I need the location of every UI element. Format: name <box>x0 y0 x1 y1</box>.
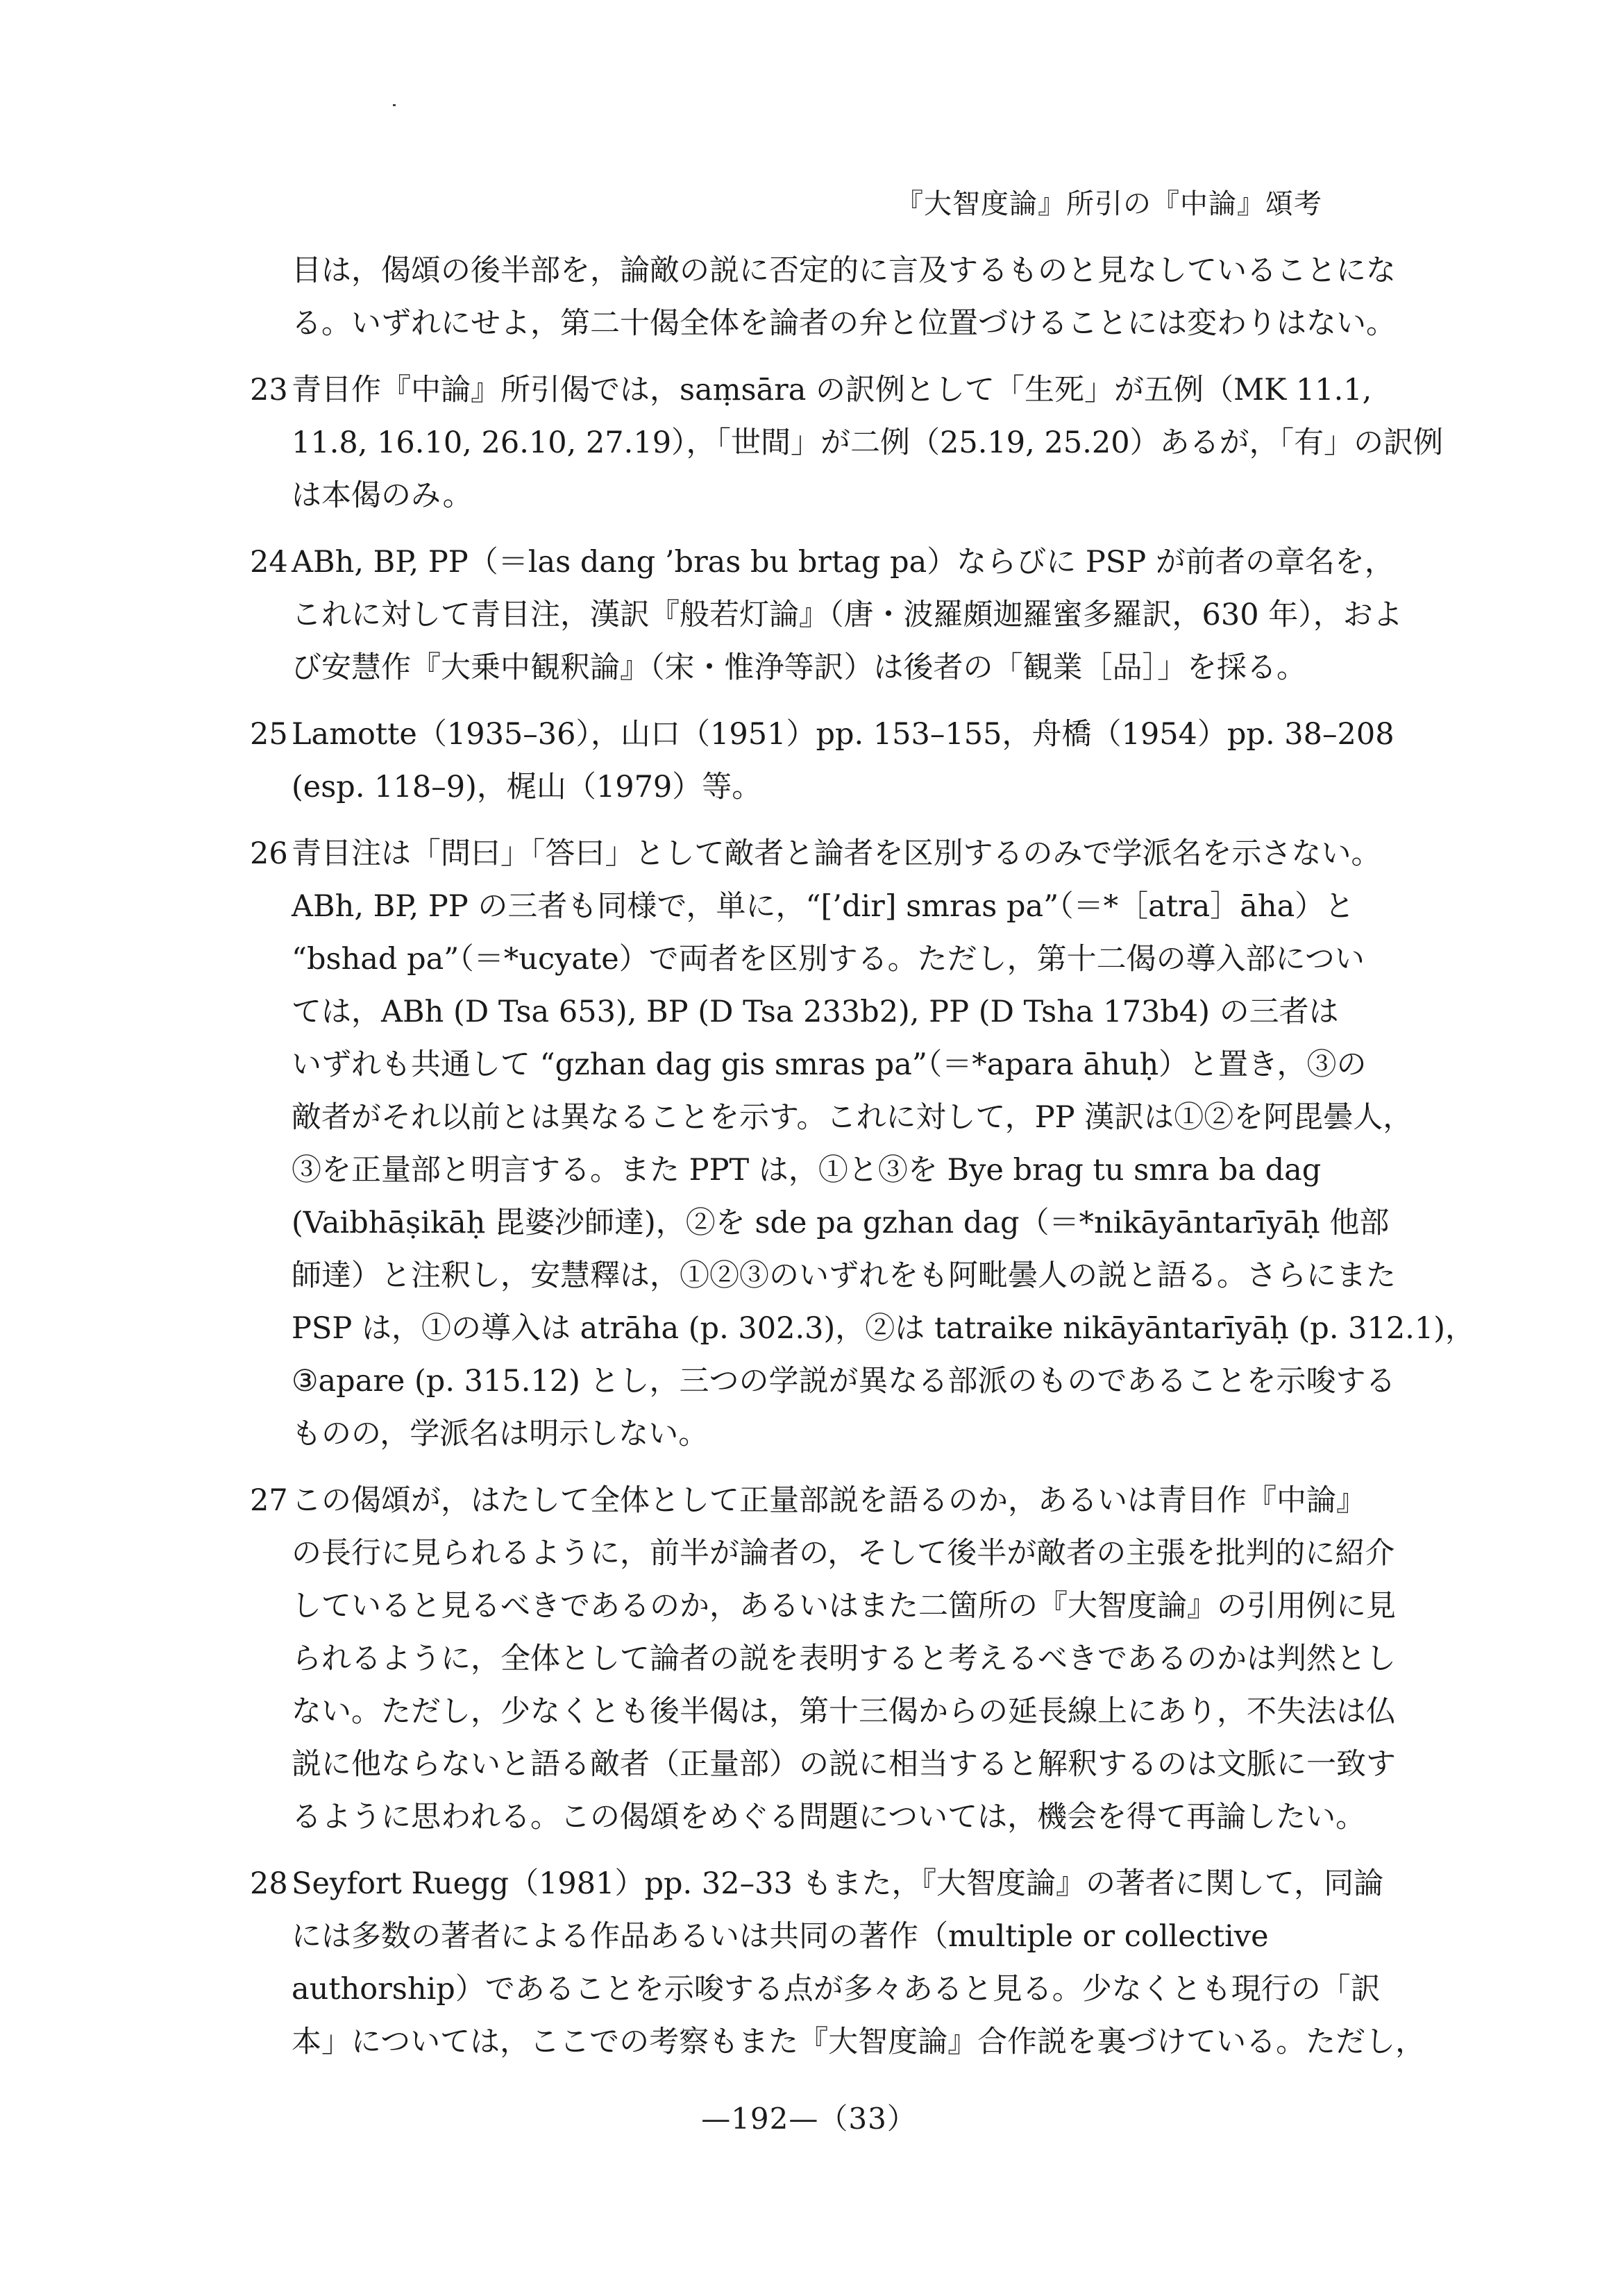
note-line: ものの，学派名は明示しない。 <box>292 1417 709 1451</box>
note-27 <box>250 1474 1430 1843</box>
note-24 <box>250 536 1430 694</box>
notes-body <box>250 244 1476 2082</box>
note-line: 師達）と注釈し，安慧釋は，①②③のいずれをも阿毗曇人の説と語る。さらにまた <box>292 1258 1396 1293</box>
note-number: 25 <box>250 717 288 752</box>
note-line: ない。ただし，少なくとも後半偈は，第十三偈からの延長線上にあり，不失法は仏 <box>292 1694 1396 1729</box>
note-text: Seyfort Ruegg（1981）pp. 32–33 もまた，『大智度論』の著者に関して，同論 <box>292 1866 1384 1901</box>
note-number: 28 <box>250 1866 288 1901</box>
note-line <box>250 536 1430 589</box>
note-line <box>250 1857 1430 1910</box>
note-text: ABh, BP, PP（＝las dang ’bras bu brtag pa）ならびに PSP が前者の章名を， <box>292 545 1394 580</box>
note-line: いずれも共通して “gzhan dag gis smras pa”（＝*apara āhuḥ）と置き，③の <box>292 1047 1367 1082</box>
note-line: るように思われる。この偈頌をめぐる問題については，機会を得て再論したい。 <box>292 1800 1366 1834</box>
note-line <box>250 708 1430 761</box>
note-number: 27 <box>250 1483 288 1518</box>
note-continued <box>250 244 1430 350</box>
note-line: る。いずれにせよ，第二十偈全体を論者の弁と位置づけることには変わりはない。 <box>292 306 1396 341</box>
note-25 <box>250 708 1430 813</box>
page-number: —192—（33） <box>701 2102 917 2136</box>
note-23 <box>250 364 1444 522</box>
note-number: 24 <box>250 545 288 580</box>
note-line: 11.8, 16.10, 26.10, 27.19），「世間」が二例（25.19, 25.20）あるが，「有」の訳例 <box>292 425 1444 460</box>
note-line: (Vaibhāṣikāḥ 毘婆沙師達)，②を sde pa gzhan dag（＝*nikāyāntarīyāḥ 他部 <box>292 1206 1390 1240</box>
note-line: ABh, BP, PP の三者も同様で，単に，“[’dir] smras pa”（＝*［atra］āha）と <box>292 889 1355 924</box>
note-line: ③apare (p. 315.12) とし，三つの学説が異なる部派のものであることを示唆する <box>292 1364 1396 1399</box>
note-line: 目は，偈頌の後半部を，論敵の説に否定的に言及するものと見なしていることにな <box>292 253 1396 288</box>
note-line: (esp. 118–9)，梶山（1979）等。 <box>292 770 762 804</box>
note-text: Lamotte（1935–36），山口（1951）pp. 153–155，舟橋（1954）pp. 38–208 <box>292 717 1394 752</box>
note-line: は本偈のみ。 <box>292 478 473 513</box>
note-line: 敵者がそれ以前とは異なることを示す。これに対して，PP 漢訳は①②を阿毘曇人， <box>292 1100 1413 1135</box>
running-header: 『大智度論』所引の『中論』頌考 <box>895 188 1322 220</box>
note-line: られるように，全体として論者の説を表明すると考えるべきであるのかは判然とし <box>292 1641 1396 1676</box>
note-26 <box>250 827 1476 1460</box>
note-line: PSP は，①の導入は atrāha (p. 302.3)，②は tatraike nikāyāntarīyāḥ (p. 312.1)， <box>292 1311 1476 1346</box>
note-28 <box>250 1857 1430 2068</box>
note-line: には多数の著者による作品あるいは共同の著作（multiple or collective <box>292 1919 1269 1954</box>
note-line <box>250 827 1430 880</box>
note-line: 説に他ならないと語る敵者（正量部）の説に相当すると解釈するのは文脈に一致す <box>292 1747 1396 1782</box>
note-line: ③を正量部と明言する。また PPT は，①と③を Bye brag tu smra ba dag <box>292 1153 1322 1188</box>
note-line: していると見るべきであるのか，あるいはまた二箇所の『大智度論』の引用例に見 <box>292 1589 1396 1623</box>
note-line: の長行に見られるように，前半が論者の，そして後半が敵者の主張を批判的に紹介 <box>292 1536 1395 1571</box>
note-number: 26 <box>250 836 288 871</box>
note-line: ては，ABh (D Tsa 653), BP (D Tsa 233b2), PP (D Tsha 173b4) の三者は <box>292 995 1339 1029</box>
note-text: 青目注は「問曰」「答曰」として敵者と論者を区別するのみで学派名を示さない。 <box>292 836 1381 871</box>
note-line <box>250 364 1430 416</box>
note-line <box>250 1474 1430 1527</box>
note-line: これに対して青目注，漢訳『般若灯論』（唐・波羅頗迦羅蜜多羅訳，630 年），およ <box>292 598 1403 632</box>
note-text: この偈頌が，はたして全体として正量部説を語るのか，あるいは青目作『中論』 <box>292 1483 1366 1518</box>
note-line: び安慧作『大乗中観釈論』（宋・惟浄等訳）は後者の「観業［品］」を採る。 <box>292 650 1306 685</box>
note-number: 23 <box>250 373 288 407</box>
note-line: “bshad pa”（＝*ucyate）で両者を区別する。ただし，第十二偈の導入部につい <box>292 942 1365 977</box>
note-text: 青目作『中論』所引偈では，saṃsāra の訳例として「生死」が五例（MK 11.1, <box>292 373 1372 407</box>
scan-speck <box>393 104 396 106</box>
note-line: 本」については，ここでの考察もまた『大智度論』合作説を裏づけている。ただし， <box>292 2025 1426 2059</box>
note-line: authorship）であることを示唆する点が多々あると見る。少なくとも現行の「訳 <box>292 1972 1381 2007</box>
